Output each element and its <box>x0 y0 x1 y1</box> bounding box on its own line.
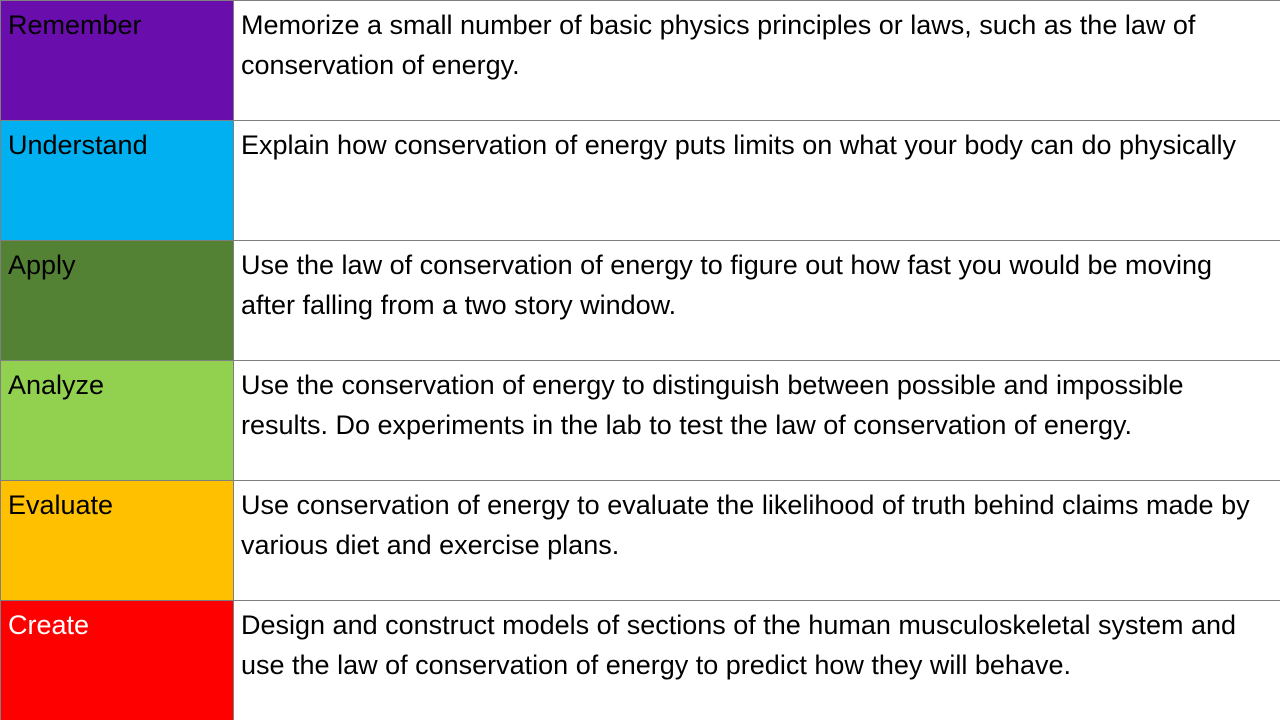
description-cell-understand: Explain how conservation of energy puts limits on what your body can do physically <box>234 121 1280 241</box>
description-cell-apply: Use the law of conservation of energy to figure out how fast you would be moving after falling from a two story window. <box>234 241 1280 361</box>
description-cell-remember: Memorize a small number of basic physics principles or laws, such as the law of conservation of energy. <box>234 1 1280 121</box>
table-row-understand <box>1 121 1280 241</box>
table-row-remember <box>1 1 1280 121</box>
description-cell-evaluate: Use conservation of energy to evaluate the likelihood of truth behind claims made by various diet and exercise plans. <box>234 481 1280 601</box>
description-cell-analyze: Use the conservation of energy to distinguish between possible and impossible results. Do experiments in the lab to test the law of conservation of energy. <box>234 361 1280 481</box>
level-cell-apply: Apply <box>1 241 234 361</box>
level-cell-evaluate: Evaluate <box>1 481 234 601</box>
table-row-create <box>1 601 1280 720</box>
level-cell-create: Create <box>1 601 234 720</box>
level-cell-analyze: Analyze <box>1 361 234 481</box>
table-row-evaluate <box>1 481 1280 601</box>
table-row-analyze <box>1 361 1280 481</box>
description-cell-create: Design and construct models of sections of the human musculoskeletal system and use the law of conservation of energy to predict how they will behave. <box>234 601 1280 720</box>
level-cell-understand: Understand <box>1 121 234 241</box>
table-row-apply <box>1 241 1280 361</box>
level-cell-remember: Remember <box>1 1 234 121</box>
